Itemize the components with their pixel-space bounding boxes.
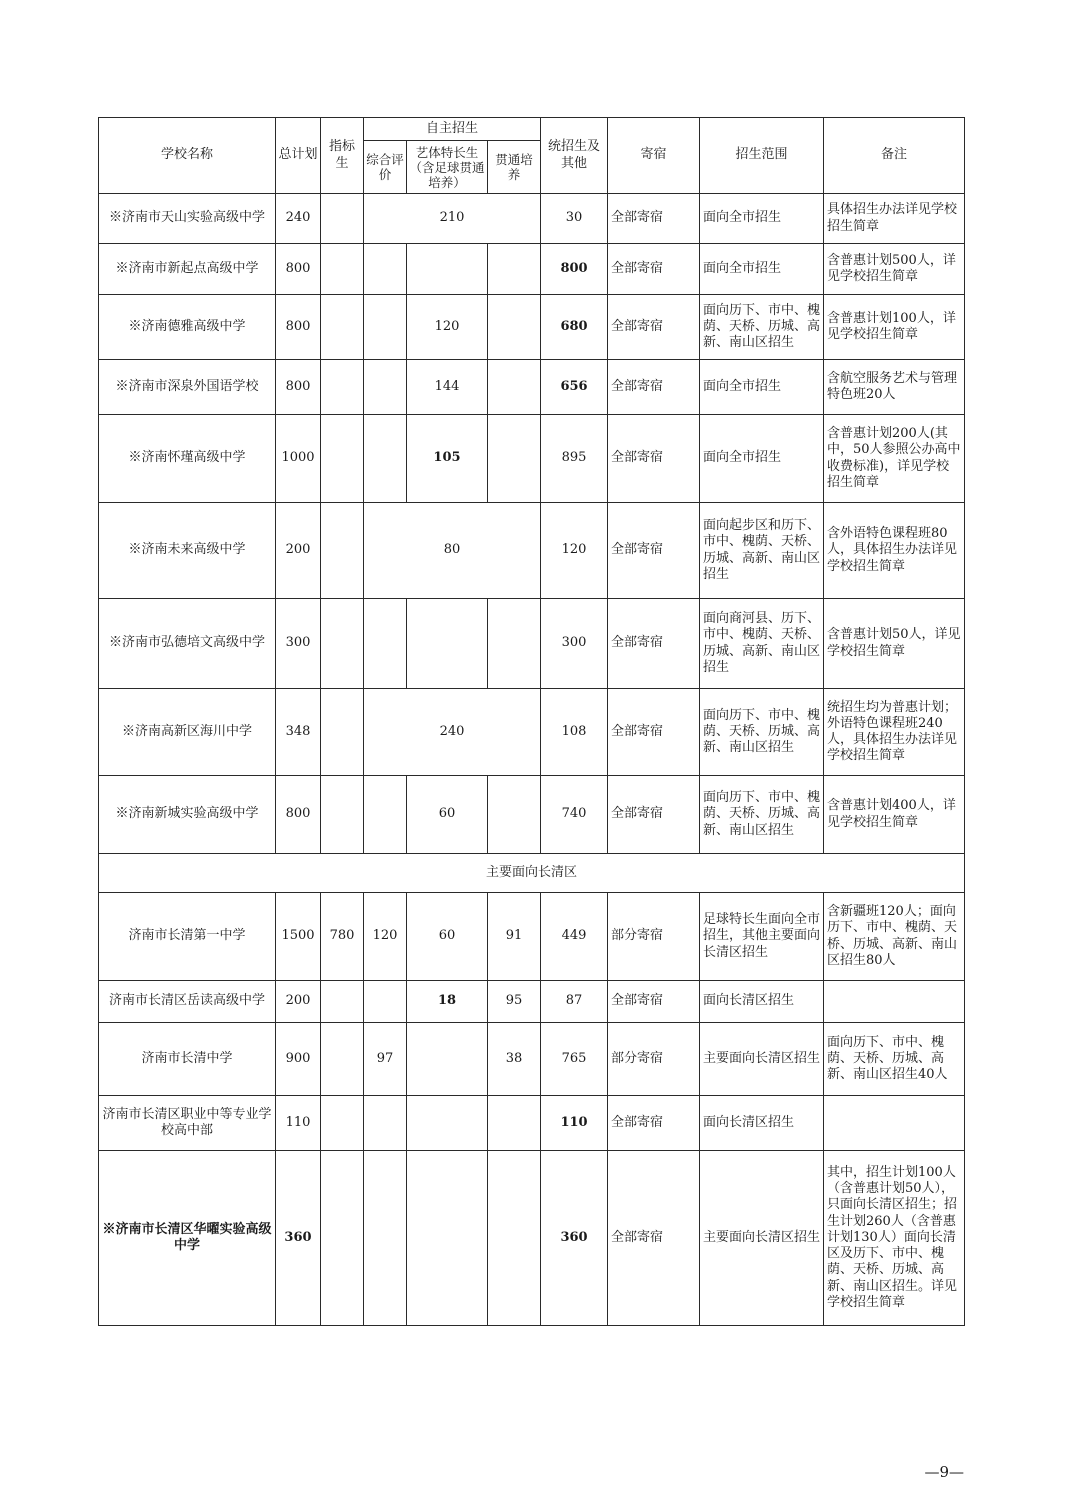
unified: 87 <box>541 981 608 1023</box>
art-sports: 105 <box>407 415 488 503</box>
scope: 面向长清区招生 <box>700 981 824 1023</box>
boarding: 全部寄宿 <box>608 194 700 244</box>
scope: 面向全市招生 <box>700 244 824 295</box>
comprehensive <box>364 244 407 295</box>
enrollment-plan-table <box>98 117 965 1326</box>
table-row <box>99 689 965 776</box>
scope: 足球特长生面向全市招生，其他主要面向长清区招生 <box>700 893 824 981</box>
through-training <box>488 776 541 854</box>
art-sports <box>407 1151 488 1326</box>
unified: 108 <box>541 689 608 776</box>
section-title: 主要面向长清区 <box>99 854 965 893</box>
comprehensive <box>364 360 407 415</box>
unified: 360 <box>541 1151 608 1326</box>
total-plan: 900 <box>276 1023 321 1096</box>
header-unified: 统招生及其他 <box>541 118 608 194</box>
comprehensive <box>364 981 407 1023</box>
school-name: ※济南市天山实验高级中学 <box>99 194 276 244</box>
comprehensive <box>364 1151 407 1326</box>
scope: 面向长清区招生 <box>700 1096 824 1151</box>
quota <box>321 503 364 599</box>
table-row <box>99 503 965 599</box>
comprehensive <box>364 776 407 854</box>
scope: 主要面向长清区招生 <box>700 1023 824 1096</box>
note: 含普惠计划50人，详见学校招生简章 <box>824 599 965 689</box>
school-name: ※济南市长清区华曜实验高级中学 <box>99 1151 276 1326</box>
boarding: 全部寄宿 <box>608 1151 700 1326</box>
boarding: 全部寄宿 <box>608 689 700 776</box>
school-name: ※济南未来高级中学 <box>99 503 276 599</box>
quota <box>321 360 364 415</box>
through-training <box>488 295 541 360</box>
boarding: 全部寄宿 <box>608 981 700 1023</box>
unified: 120 <box>541 503 608 599</box>
scope: 面向商河县、历下、市中、槐荫、天桥、历城、高新、南山区招生 <box>700 599 824 689</box>
quota <box>321 1096 364 1151</box>
unified: 765 <box>541 1023 608 1096</box>
comprehensive <box>364 599 407 689</box>
quota: 780 <box>321 893 364 981</box>
quota <box>321 1151 364 1326</box>
self-enrollment-merged: 240 <box>364 689 541 776</box>
school-name: 济南市长清第一中学 <box>99 893 276 981</box>
boarding: 部分寄宿 <box>608 893 700 981</box>
through-training <box>488 1096 541 1151</box>
school-name: ※济南新城实验高级中学 <box>99 776 276 854</box>
table-row <box>99 244 965 295</box>
school-name: ※济南市新起点高级中学 <box>99 244 276 295</box>
boarding: 全部寄宿 <box>608 360 700 415</box>
note: 具体招生办法详见学校招生简章 <box>824 194 965 244</box>
comprehensive: 120 <box>364 893 407 981</box>
total-plan: 800 <box>276 295 321 360</box>
self-enrollment-merged: 80 <box>364 503 541 599</box>
quota <box>321 689 364 776</box>
header-scope: 招生范围 <box>700 118 824 194</box>
unified: 800 <box>541 244 608 295</box>
through-training <box>488 360 541 415</box>
art-sports: 144 <box>407 360 488 415</box>
table-row <box>99 415 965 503</box>
header-note: 备注 <box>824 118 965 194</box>
unified: 680 <box>541 295 608 360</box>
quota <box>321 244 364 295</box>
through-training: 95 <box>488 981 541 1023</box>
unified: 30 <box>541 194 608 244</box>
total-plan: 200 <box>276 981 321 1023</box>
header-self-enrollment: 自主招生 <box>364 118 541 141</box>
comprehensive: 97 <box>364 1023 407 1096</box>
boarding: 全部寄宿 <box>608 295 700 360</box>
quota <box>321 415 364 503</box>
scope: 面向全市招生 <box>700 194 824 244</box>
total-plan: 800 <box>276 360 321 415</box>
section-row <box>99 854 965 893</box>
comprehensive <box>364 415 407 503</box>
unified: 110 <box>541 1096 608 1151</box>
quota <box>321 981 364 1023</box>
total-plan: 800 <box>276 776 321 854</box>
through-training <box>488 599 541 689</box>
through-training: 38 <box>488 1023 541 1096</box>
note: 含普惠计划200人(其中，50人参照公办高中收费标准)，详见学校招生简章 <box>824 415 965 503</box>
total-plan: 300 <box>276 599 321 689</box>
art-sports: 60 <box>407 893 488 981</box>
boarding: 全部寄宿 <box>608 244 700 295</box>
scope: 面向全市招生 <box>700 415 824 503</box>
note: 面向历下、市中、槐荫、天桥、历城、高新、南山区招生40人 <box>824 1023 965 1096</box>
boarding: 全部寄宿 <box>608 599 700 689</box>
unified: 449 <box>541 893 608 981</box>
art-sports <box>407 244 488 295</box>
art-sports: 120 <box>407 295 488 360</box>
school-name: 济南市长清区职业中等专业学校高中部 <box>99 1096 276 1151</box>
table-row <box>99 1096 965 1151</box>
art-sports: 60 <box>407 776 488 854</box>
school-name: ※济南高新区海川中学 <box>99 689 276 776</box>
art-sports <box>407 1096 488 1151</box>
school-name: 济南市长清中学 <box>99 1023 276 1096</box>
boarding: 全部寄宿 <box>608 503 700 599</box>
self-enrollment-merged: 210 <box>364 194 541 244</box>
boarding: 部分寄宿 <box>608 1023 700 1096</box>
unified: 740 <box>541 776 608 854</box>
quota <box>321 1023 364 1096</box>
through-training <box>488 1151 541 1326</box>
unified: 656 <box>541 360 608 415</box>
school-name: ※济南德雅高级中学 <box>99 295 276 360</box>
note <box>824 981 965 1023</box>
note: 含外语特色课程班80人，具体招生办法详见学校招生简章 <box>824 503 965 599</box>
comprehensive <box>364 1096 407 1151</box>
table-row <box>99 893 965 981</box>
school-name: ※济南市弘德培文高级中学 <box>99 599 276 689</box>
quota <box>321 599 364 689</box>
header-through-training: 贯通培养 <box>488 141 541 194</box>
table-row <box>99 360 965 415</box>
note: 统招生均为普惠计划；外语特色课程班240人，具体招生办法详见学校招生简章 <box>824 689 965 776</box>
through-training: 91 <box>488 893 541 981</box>
note: 含新疆班120人；面向历下、市中、槐荫、天桥、历城、高新、南山区招生80人 <box>824 893 965 981</box>
note: 其中，招生计划100人（含普惠计划50人），只面向长清区招生；招生计划260人（含普惠计划130人）面向长清区及历下、市中、槐荫、天桥、历城、高新、南山区招生。详见学校招生简章 <box>824 1151 965 1326</box>
boarding: 全部寄宿 <box>608 415 700 503</box>
unified: 895 <box>541 415 608 503</box>
scope: 面向历下、市中、槐荫、天桥、历城、高新、南山区招生 <box>700 689 824 776</box>
total-plan: 348 <box>276 689 321 776</box>
art-sports: 18 <box>407 981 488 1023</box>
total-plan: 240 <box>276 194 321 244</box>
total-plan: 200 <box>276 503 321 599</box>
header-total-plan: 总计划 <box>276 118 321 194</box>
through-training <box>488 244 541 295</box>
scope: 面向历下、市中、槐荫、天桥、历城、高新、南山区招生 <box>700 776 824 854</box>
total-plan: 360 <box>276 1151 321 1326</box>
total-plan: 1000 <box>276 415 321 503</box>
quota <box>321 776 364 854</box>
boarding: 全部寄宿 <box>608 1096 700 1151</box>
scope: 主要面向长清区招生 <box>700 1151 824 1326</box>
note: 含航空服务艺术与管理特色班20人 <box>824 360 965 415</box>
unified: 300 <box>541 599 608 689</box>
comprehensive <box>364 295 407 360</box>
header-quota: 指标生 <box>321 118 364 194</box>
header-art-sports: 艺体特长生（含足球贯通培养） <box>407 141 488 194</box>
table-row <box>99 1023 965 1096</box>
total-plan: 1500 <box>276 893 321 981</box>
header-comprehensive: 综合评价 <box>364 141 407 194</box>
scope: 面向全市招生 <box>700 360 824 415</box>
note: 含普惠计划400人，详见学校招生简章 <box>824 776 965 854</box>
table-row <box>99 981 965 1023</box>
through-training <box>488 415 541 503</box>
boarding: 全部寄宿 <box>608 776 700 854</box>
art-sports <box>407 599 488 689</box>
page-number: —9— <box>924 1463 964 1481</box>
art-sports <box>407 1023 488 1096</box>
note <box>824 1096 965 1151</box>
total-plan: 800 <box>276 244 321 295</box>
table-row <box>99 194 965 244</box>
table-row <box>99 599 965 689</box>
table-row <box>99 295 965 360</box>
school-name: 济南市长清区岳读高级中学 <box>99 981 276 1023</box>
scope: 面向历下、市中、槐荫、天桥、历城、高新、南山区招生 <box>700 295 824 360</box>
quota <box>321 295 364 360</box>
note: 含普惠计划500人，详见学校招生简章 <box>824 244 965 295</box>
school-name: ※济南怀瑾高级中学 <box>99 415 276 503</box>
header-boarding: 寄宿 <box>608 118 700 194</box>
scope: 面向起步区和历下、市中、槐荫、天桥、历城、高新、南山区招生 <box>700 503 824 599</box>
note: 含普惠计划100人，详见学校招生简章 <box>824 295 965 360</box>
table-row <box>99 1151 965 1326</box>
school-name: ※济南市深泉外国语学校 <box>99 360 276 415</box>
header-school-name: 学校名称 <box>99 118 276 194</box>
quota <box>321 194 364 244</box>
table-row <box>99 776 965 854</box>
total-plan: 110 <box>276 1096 321 1151</box>
